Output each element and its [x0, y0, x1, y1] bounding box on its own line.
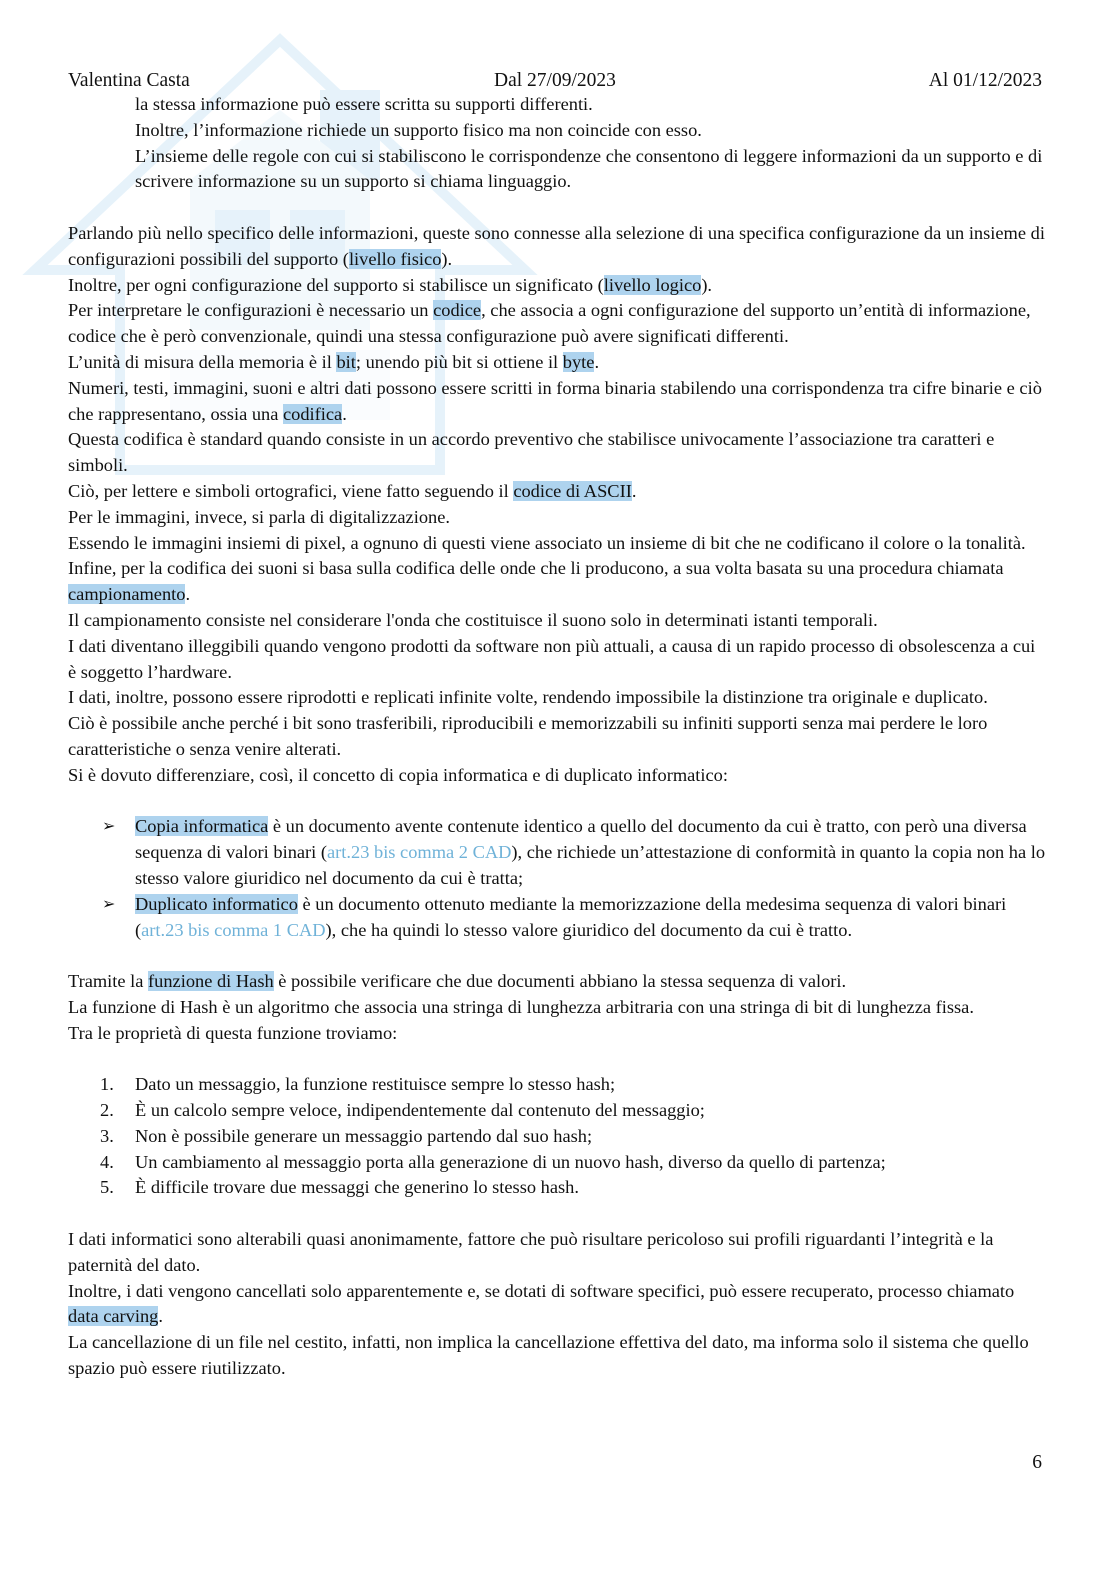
date-to: Al 01/12/2023	[928, 70, 1042, 91]
paragraph: Per interpretare le configurazioni è necessario un codice, che associa a ogni configurazione del supporto un’entità di informazione, codice che è però convenzionale, quindi una stessa configurazione può avere significati differenti.	[68, 300, 1031, 347]
paragraph: Infine, per la codifica dei suoni si basa sulla codifica delle onde che li producono, a sua volta basata su una procedura chiamata campionamento.	[68, 558, 1004, 605]
arrow-bullet-icon: ➢	[102, 818, 116, 836]
list-item: ➢ Duplicato informatico è un documento ottenuto mediante la memorizzazione della medesima sequenza di valori binari (art.23 bis comma 1 CAD), che ha quindi lo stesso valore giuridico del documento da cui è tratto.	[102, 893, 1007, 940]
paragraph: La funzione di Hash è un algoritmo che associa una stringa di lunghezza arbitraria con una stringa di bit di lunghezza fissa.	[68, 996, 974, 1017]
spacer	[68, 1046, 1046, 1072]
list-item: 2. È un calcolo sempre veloce, indipendentemente dal contenuto del messaggio;	[100, 1100, 705, 1121]
list-item: ➢ Copia informatica è un documento avente contenute identico a quello del documento da cui è tratto, con però una diversa sequenza di valori binari (art.23 bis comma 2 CAD), che richiede un’attestazione di conformità in quanto la copia non ha lo stesso valore giuridico nel documento da cui è tratta;	[102, 816, 1046, 888]
paragraph: Parlando più nello specifico delle informazioni, queste sono connesse alla selezione di una specifica configurazione da un insieme di configurazioni possibili del supporto (livello fisico).	[68, 222, 1045, 269]
paragraph: L’unità di misura della memoria è il bit; unendo più bit si ottiene il byte.	[68, 351, 600, 372]
arrow-bullet-icon: ➢	[102, 895, 116, 913]
highlight-term: livello logico	[603, 274, 702, 295]
paragraph: la stessa informazione può essere scritta su supporti differenti.	[135, 94, 593, 114]
spacer	[68, 1201, 1046, 1227]
paragraph: I dati, inoltre, possono essere riprodotti e replicati infinite volte, rendendo impossibile la distinzione tra originale e duplicato.	[68, 687, 988, 708]
highlight-term: byte	[562, 351, 595, 372]
paragraph: Inoltre, i dati vengono cancellati solo apparentemente e, se dotati di software specifici, può essere recuperato, processo chiamato data carving.	[68, 1280, 1015, 1327]
spacer	[68, 789, 1046, 815]
highlight-term: codice di ASCII	[513, 480, 632, 501]
paragraph: I dati informatici sono alterabili quasi anonimamente, fattore che può risultare pericoloso sui profili riguardanti l’integrità e la paternità del dato.	[68, 1229, 994, 1275]
paragraph: Tramite la funzione di Hash è possibile verificare che due documenti abbiano la stessa sequenza di valori.	[68, 971, 847, 992]
date-from: Dal 27/09/2023	[494, 70, 616, 91]
author-name: Valentina Casta	[68, 70, 190, 91]
paragraph: Tra le proprietà di questa funzione troviamo:	[68, 1022, 398, 1043]
paragraph: Inoltre, l’informazione richiede un supporto fisico ma non coincide con esso.	[135, 119, 702, 140]
paragraph: I dati diventano illeggibili quando vengono prodotti da software non più attuali, a causa di un rapido processo di obsolescenza a cui è soggetto l’hardware.	[68, 635, 1036, 682]
paragraph: Ciò è possibile anche perché i bit sono trasferibili, riproducibili e memorizzabili su infiniti supporti senza mai perdere le loro caratteristiche o senza venire alterati.	[68, 713, 988, 759]
page-header	[68, 68, 1042, 94]
spacer	[68, 195, 1046, 221]
paragraph: Si è dovuto differenziare, così, il concetto di copia informatica e di duplicato informatico:	[68, 764, 728, 785]
list-item: 5. È difficile trovare due messaggi che generino lo stesso hash.	[100, 1177, 579, 1198]
bullet-list	[68, 814, 1046, 943]
spacer	[68, 943, 1046, 969]
highlight-term: Duplicato informatico	[135, 893, 298, 914]
paragraph: Il campionamento consiste nel considerare l'onda che costituisce il suono solo in determinati istanti temporali.	[68, 609, 878, 630]
highlight-term: funzione di Hash	[148, 971, 274, 992]
page-number: 6	[1032, 1452, 1042, 1473]
highlight-term: bit	[336, 351, 356, 372]
highlight-term: codice	[433, 300, 482, 321]
paragraph: Questa codifica è standard quando consiste in un accordo preventivo che stabilisce univocamente l’associazione tra caratteri e simboli.	[68, 429, 995, 476]
paragraph: L’insieme delle regole con cui si stabiliscono le corrispondenze che consentono di leggere informazioni da un supporto e di scrivere informazione su un supporto si chiama linguaggio.	[135, 145, 1043, 192]
highlight-term: codifica	[283, 403, 343, 424]
paragraph: Inoltre, per ogni configurazione del supporto si stabilisce un significato (livello logico).	[68, 274, 713, 295]
highlight-term: livello fisico	[348, 248, 442, 269]
highlight-term: campionamento	[68, 584, 186, 605]
paragraph: Ciò, per lettere e simboli ortografici, viene fatto seguendo il codice di ASCII.	[68, 480, 637, 501]
list-item: 3. Non è possibile generare un messaggio partendo dal suo hash;	[100, 1125, 593, 1146]
highlight-term: Copia informatica	[135, 816, 269, 837]
numbered-list	[68, 1072, 1046, 1201]
document-body	[68, 92, 1046, 1382]
paragraph: Numeri, testi, immagini, suoni e altri dati possono essere scritti in forma binaria stabilendo una corrispondenza tra cifre binarie e ciò che rappresentano, ossia una codifica.	[68, 377, 1042, 424]
paragraph: La cancellazione di un file nel cestito, infatti, non implica la cancellazione effettiva del dato, ma informa solo il sistema che quello spazio può essere riutilizzato.	[68, 1332, 1029, 1379]
legal-reference: art.23 bis comma 1 CAD	[141, 919, 326, 940]
paragraph: Essendo le immagini insiemi di pixel, a ognuno di questi viene associato un insieme di bit che ne codificano il colore o la tonalità.	[68, 532, 1026, 553]
legal-reference: art.23 bis comma 2 CAD	[327, 842, 512, 863]
list-item: 4. Un cambiamento al messaggio porta alla generazione di un nuovo hash, diverso da quello di partenza;	[100, 1151, 886, 1172]
highlight-term: data carving	[68, 1306, 159, 1327]
paragraph: Per le immagini, invece, si parla di digitalizzazione.	[68, 506, 450, 527]
list-item: 1. Dato un messaggio, la funzione restituisce sempre lo stesso hash;	[100, 1074, 616, 1095]
